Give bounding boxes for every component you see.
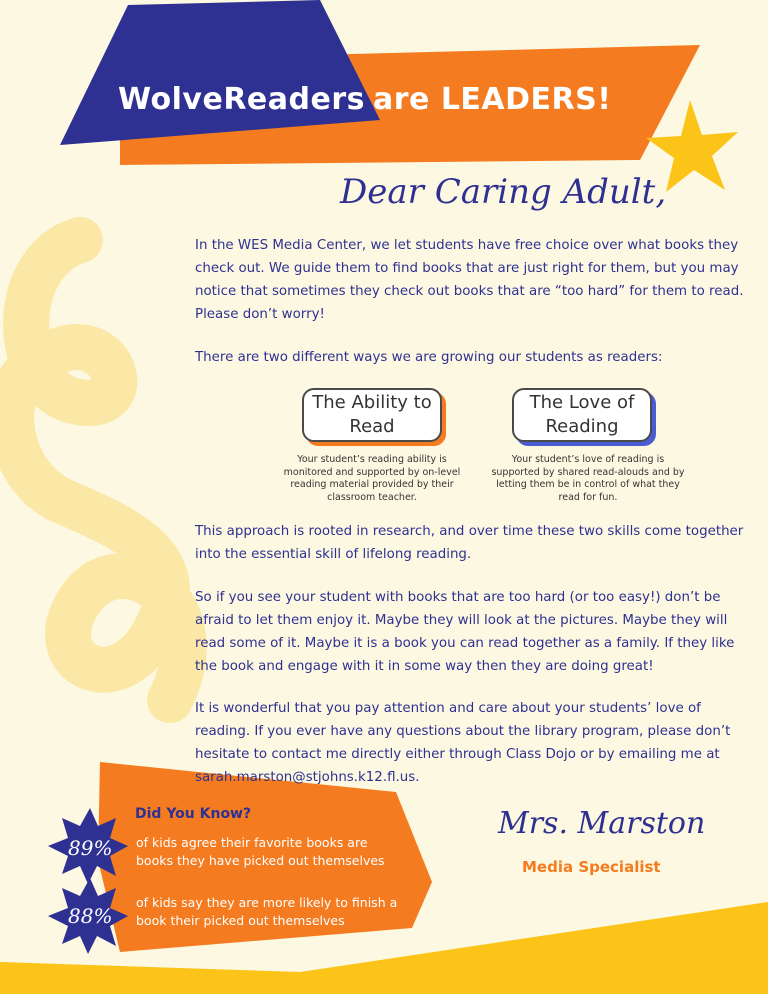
love-of-reading-box: The Love of Reading: [512, 388, 652, 442]
paragraph-3: This approach is rooted in research, and over time these two skills come together into the essential skill of lifelong reading.: [195, 524, 744, 562]
stat-text: of kids say they are more likely to finish a book their picked out themselves: [136, 895, 398, 928]
stat-value: 88%: [68, 904, 113, 928]
paragraph-4: So if you see your student with books that are too hard (or too easy!) don’t be afraid to let them enjoy it. Maybe they will look at the pictures. Maybe they will read some of it. Maybe it is a book you can read together as a family. If they like the book and engage with it in some way then they are doing great!: [195, 590, 735, 674]
title-part-1: WolveReaders: [118, 82, 365, 117]
greeting: Dear Caring Adult,: [340, 172, 667, 212]
header-navy-shape: [60, 0, 380, 145]
background-squiggle: [11, 240, 184, 700]
ability-to-read-box: The Ability to Read: [302, 388, 442, 442]
paragraph-2: There are two different ways we are growing our students as readers:: [195, 350, 663, 365]
paragraph-1: In the WES Media Center, we let students have free choice over what books they check out. We guide them to find books that are just right for them, but you may notice that sometimes they check out books that are “too hard” for them to read. Please don’t worry!: [195, 238, 744, 322]
signature-name: Mrs. Marston: [498, 806, 706, 841]
title-part-2: are LEADERS!: [372, 82, 612, 117]
love-caption: Your student’s love of reading is supported by shared read-alouds and by letting them be in control of what they read for fun.: [491, 454, 685, 503]
did-you-know-title: Did You Know?: [135, 806, 252, 822]
paragraph-5: It is wonderful that you pay attention and care about your students’ love of reading. If you ever have any questions about the library program, please don’t hesitate to contact me directly either through Class Dojo or by emailing me at sarah.marston@stjohns.k12.fl.us.: [195, 701, 731, 785]
stat-value: 89%: [68, 836, 113, 860]
ability-caption: Your student’s reading ability is monitored and supported by on-level reading material provided by their classroom teacher.: [283, 454, 461, 503]
page-title: [118, 82, 611, 117]
signature-role: Media Specialist: [522, 858, 661, 876]
stat-text: of kids agree their favorite books are books they have picked out themselves: [136, 835, 385, 868]
